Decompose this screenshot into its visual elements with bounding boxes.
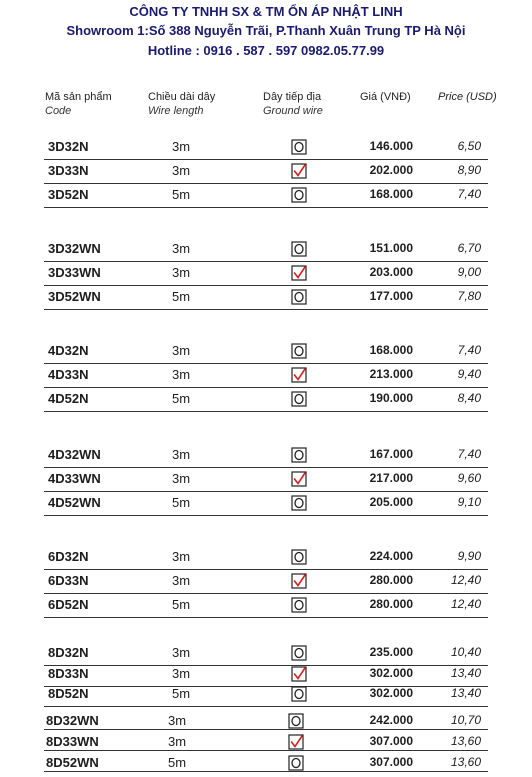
wire-length: 3m — [172, 163, 191, 178]
circle-box-icon — [290, 138, 308, 156]
circle-box-icon — [290, 390, 308, 408]
price-vnd: 151.000 — [369, 241, 413, 255]
red-check-icon — [290, 366, 308, 384]
hotline: Hotline : 0916 . 587 . 597 0982.05.77.99 — [147, 43, 385, 58]
price-vnd: 202.000 — [369, 163, 413, 177]
table-row — [0, 492, 532, 516]
wire-length: 3m — [172, 241, 191, 256]
wire-length: 3m — [172, 549, 191, 564]
column-header-price-vnd-label: Giá (VNĐ) — [360, 91, 411, 103]
price-vnd: 302.000 — [369, 666, 413, 680]
circle-box-icon — [290, 288, 308, 306]
circle-box-icon — [290, 446, 308, 464]
price-usd: 13,60 — [450, 755, 481, 769]
product-code: 8D32N — [48, 645, 89, 660]
product-code: 8D33WN — [46, 734, 99, 749]
table-row — [0, 468, 532, 492]
wire-length: 5m — [172, 289, 191, 304]
price-vnd: 235.000 — [369, 645, 413, 659]
table-row — [0, 444, 532, 468]
table-row — [0, 546, 532, 570]
price-usd: 8,90 — [457, 163, 481, 177]
price-vnd: 217.000 — [369, 471, 413, 485]
circle-box-icon — [290, 644, 308, 662]
price-usd: 9,10 — [457, 495, 481, 509]
product-code: 8D52WN — [46, 755, 99, 770]
circle-box-icon — [290, 596, 308, 614]
price-usd: 13,40 — [450, 686, 481, 700]
wire-length: 3m — [172, 367, 191, 382]
product-code: 4D52WN — [48, 495, 101, 510]
price-usd: 12,40 — [450, 597, 481, 611]
row-divider — [44, 771, 488, 772]
price-usd: 7,40 — [457, 447, 481, 461]
price-vnd: 307.000 — [369, 755, 413, 769]
product-code: 6D32N — [48, 549, 89, 564]
price-usd: 10,70 — [450, 713, 481, 727]
wire-length: 3m — [172, 471, 191, 486]
wire-length: 5m — [172, 391, 191, 406]
column-header-ground-en: Ground wire — [263, 105, 323, 117]
price-vnd: 146.000 — [369, 139, 413, 153]
table-row — [0, 160, 532, 184]
table-row — [0, 262, 532, 286]
price-vnd: 167.000 — [369, 447, 413, 461]
price-vnd: 168.000 — [369, 187, 413, 201]
price-usd: 9,60 — [457, 471, 481, 485]
table-row — [0, 388, 532, 412]
red-check-icon — [290, 470, 308, 488]
product-code: 6D52N — [48, 597, 89, 612]
red-check-icon — [290, 665, 308, 683]
price-usd: 6,50 — [457, 139, 481, 153]
wire-length: 3m — [172, 139, 191, 154]
product-code: 4D33N — [48, 367, 89, 382]
row-divider — [44, 706, 488, 707]
column-header-length-en: Wire length — [148, 105, 204, 117]
price-usd: 10,40 — [450, 645, 481, 659]
circle-box-icon — [290, 186, 308, 204]
table-row — [0, 286, 532, 310]
price-usd: 12,40 — [450, 573, 481, 587]
table-row — [0, 570, 532, 594]
price-vnd: 190.000 — [369, 391, 413, 405]
column-header-ground-vi: Dây tiếp địa — [263, 91, 322, 103]
column-header-length-vi: Chiều dài dây — [148, 91, 216, 103]
showroom-address: Showroom 1:Số 388 Nguyễn Trãi, P.Thanh Xuân Trung TP Hà Nội — [66, 23, 466, 38]
product-code: 4D32N — [48, 343, 89, 358]
wire-length: 3m — [168, 713, 187, 728]
price-usd: 9,40 — [457, 367, 481, 381]
wire-length: 5m — [172, 495, 191, 510]
row-divider — [44, 207, 488, 208]
red-check-icon — [287, 733, 305, 751]
price-vnd: 302.000 — [369, 686, 413, 700]
circle-box-icon — [287, 712, 305, 730]
table-row — [0, 340, 532, 364]
wire-length: 5m — [168, 755, 187, 770]
column-header-code-en: Code — [45, 105, 72, 117]
price-vnd: 205.000 — [369, 495, 413, 509]
product-code: 3D32N — [48, 139, 89, 154]
price-usd: 9,00 — [457, 265, 481, 279]
price-vnd: 213.000 — [369, 367, 413, 381]
column-header-price-usd-label: Price (USD) — [438, 91, 497, 103]
product-code: 3D32WN — [48, 241, 101, 256]
product-code: 8D52N — [48, 686, 89, 701]
wire-length: 3m — [172, 573, 191, 588]
row-divider — [44, 729, 488, 730]
product-code: 8D33N — [48, 666, 89, 681]
row-divider — [44, 515, 488, 516]
circle-box-icon — [290, 240, 308, 258]
price-vnd: 280.000 — [369, 573, 413, 587]
table-row — [0, 184, 532, 208]
circle-box-icon — [287, 754, 305, 772]
red-check-icon — [290, 264, 308, 282]
wire-length: 3m — [168, 734, 187, 749]
circle-box-icon — [290, 494, 308, 512]
table-row — [0, 238, 532, 262]
red-check-icon — [290, 162, 308, 180]
price-vnd: 307.000 — [369, 734, 413, 748]
wire-length: 3m — [172, 343, 191, 358]
table-row — [0, 752, 532, 772]
wire-length: 3m — [172, 645, 191, 660]
product-code: 4D32WN — [48, 447, 101, 462]
row-divider — [44, 411, 488, 412]
price-vnd: 242.000 — [369, 713, 413, 727]
wire-length: 5m — [172, 187, 191, 202]
price-usd: 8,40 — [457, 391, 481, 405]
product-code: 4D33WN — [48, 471, 101, 486]
price-usd: 7,80 — [457, 289, 481, 303]
row-divider — [44, 750, 488, 751]
price-vnd: 280.000 — [369, 597, 413, 611]
table-row — [0, 731, 532, 751]
price-usd: 7,40 — [457, 187, 481, 201]
price-usd: 9,90 — [457, 549, 481, 563]
red-check-icon — [290, 572, 308, 590]
wire-length: 3m — [172, 447, 191, 462]
price-usd: 7,40 — [457, 343, 481, 357]
product-code: 3D33WN — [48, 265, 101, 280]
product-code: 8D32WN — [46, 713, 99, 728]
wire-length: 3m — [172, 265, 191, 280]
column-header-code-vi: Mã sản phẩm — [45, 91, 112, 103]
product-code: 6D33N — [48, 573, 89, 588]
product-code: 3D52WN — [48, 289, 101, 304]
circle-box-icon — [290, 548, 308, 566]
circle-box-icon — [290, 342, 308, 360]
product-code: 3D52N — [48, 187, 89, 202]
row-divider — [44, 309, 488, 310]
wire-length: 5m — [172, 597, 191, 612]
price-vnd: 177.000 — [369, 289, 413, 303]
price-usd: 13,60 — [450, 734, 481, 748]
product-code: 3D33N — [48, 163, 89, 178]
price-vnd: 203.000 — [369, 265, 413, 279]
wire-length: 3m — [172, 666, 191, 681]
table-row — [0, 683, 532, 707]
table-row — [0, 710, 532, 730]
price-usd: 6,70 — [457, 241, 481, 255]
company-name: CÔNG TY TNHH SX & TM ỔN ÁP NHẬT LINH — [129, 4, 403, 19]
table-row — [0, 136, 532, 160]
circle-box-icon — [290, 685, 308, 703]
wire-length: 5m — [172, 686, 191, 701]
table-row — [0, 364, 532, 388]
price-vnd: 224.000 — [369, 549, 413, 563]
table-row — [0, 594, 532, 618]
product-code: 4D52N — [48, 391, 89, 406]
row-divider — [44, 617, 488, 618]
price-usd: 13,40 — [450, 666, 481, 680]
price-vnd: 168.000 — [369, 343, 413, 357]
